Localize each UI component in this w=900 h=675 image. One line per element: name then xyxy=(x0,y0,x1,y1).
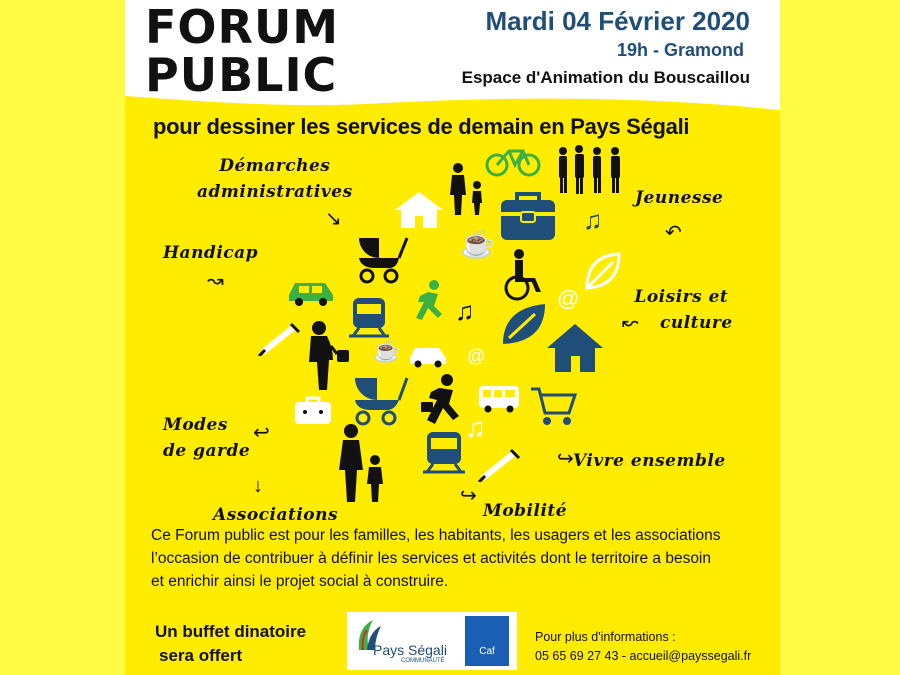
left-margin xyxy=(0,0,125,675)
contact-info xyxy=(535,628,751,666)
bicycle-icon xyxy=(485,143,541,177)
description-line3: et enrichir ainsi le projet social à construire. xyxy=(151,573,449,590)
running-person-icon xyxy=(410,280,450,324)
theme-jeunesse: Jeunesse xyxy=(635,188,724,208)
buffet-line1: Un buffet dinatoire xyxy=(155,622,307,641)
parent-child-icon xyxy=(335,424,387,502)
theme-associations: Associations xyxy=(213,505,339,525)
house-icon xyxy=(393,190,445,230)
caf-logo-text: Caf xyxy=(479,646,495,657)
bus-icon xyxy=(477,384,521,414)
baby-stroller-icon xyxy=(353,232,409,284)
at-sign-icon: @ xyxy=(467,346,486,366)
theme-loisirs-line2: culture xyxy=(660,313,733,333)
coffee-cup-icon: ☕ xyxy=(460,228,495,259)
music-note-icon: ♫ xyxy=(455,296,475,326)
theme-modes-de-garde xyxy=(163,412,250,464)
syringe-icon xyxy=(477,448,521,482)
event-time: 19h - Gramond xyxy=(616,40,744,60)
youth-group-icon xyxy=(555,145,625,195)
theme-handicap: Handicap xyxy=(163,243,259,263)
arrow-icon: ↘ xyxy=(325,208,342,230)
arrow-icon: ↶ xyxy=(665,222,682,244)
right-margin xyxy=(780,0,900,675)
theme-demarches xyxy=(197,153,353,205)
leaf-icon xyxy=(583,250,623,292)
syringe-icon xyxy=(257,322,301,356)
buffet-notice xyxy=(155,620,306,668)
description-line2: l’occasion de contribuer à définir les services et activités dont le territoire a besoin xyxy=(151,550,711,567)
car-icon xyxy=(285,275,337,307)
contact-info-heading: Pour plus d'informations : xyxy=(535,630,676,644)
theme-mobilite: Mobilité xyxy=(483,501,568,521)
house-icon xyxy=(545,322,605,374)
car-icon xyxy=(407,342,449,368)
partner-logos xyxy=(347,612,517,670)
wheelchair-icon xyxy=(497,248,545,302)
description-line1: Ce Forum public est pour les familles, les habitants, les usagers et les associations xyxy=(151,527,721,544)
leaf-icon xyxy=(499,300,549,348)
theme-modes-line2: de garde xyxy=(163,441,251,461)
train-icon xyxy=(345,296,393,338)
arrow-icon: ↪ xyxy=(460,485,477,507)
school-bag-icon xyxy=(497,190,559,242)
music-note-icon: ♫ xyxy=(583,205,603,235)
event-date: Mardi 04 Février 2020 xyxy=(485,6,750,36)
arrow-icon: ↝ xyxy=(207,270,224,292)
theme-modes-line1: Modes xyxy=(163,415,228,435)
title-forum: FORUM xyxy=(145,0,340,54)
theme-vivre-ensemble: Vivre ensemble xyxy=(573,451,726,471)
pays-segali-logo-sub: COMMUNAUTÉ xyxy=(401,658,445,664)
event-place: Espace d'Animation du Bouscaillou xyxy=(461,68,750,87)
arrow-icon: ↓ xyxy=(253,475,263,497)
parent-child-icon xyxy=(443,163,489,215)
music-note-icon: ♫ xyxy=(465,412,486,443)
description xyxy=(151,524,771,593)
train-icon xyxy=(419,430,469,474)
title-public: PUBLIC xyxy=(145,48,338,102)
at-sign-icon: @ xyxy=(557,286,580,311)
shopping-cart-icon xyxy=(529,385,577,427)
arrow-icon: ↩ xyxy=(253,422,270,444)
caf-logo xyxy=(465,616,509,666)
contact-info-details: 05 65 69 27 43 - accueil@payssegali.fr xyxy=(535,649,752,663)
lunchbox-icon xyxy=(293,396,333,426)
pays-segali-logo-text: Pays Ségali xyxy=(373,642,447,658)
poster xyxy=(125,0,780,675)
arrow-icon: ↪ xyxy=(557,448,574,470)
theme-loisirs xyxy=(630,284,733,336)
theme-loisirs-line1: Loisirs et xyxy=(634,287,729,307)
theme-demarches-line1: Démarches xyxy=(219,156,331,176)
subtitle: pour dessiner les services de demain en Pays Ségali xyxy=(153,114,690,139)
baby-stroller-icon xyxy=(349,372,409,426)
buffet-line2: sera offert xyxy=(159,646,243,665)
commuter-icon xyxy=(415,374,469,428)
arrow-icon: ↜ xyxy=(622,312,639,334)
elderly-person-icon xyxy=(303,320,351,392)
coffee-cup-icon: ☕ xyxy=(373,338,401,363)
theme-demarches-line2: administratives xyxy=(197,182,353,202)
